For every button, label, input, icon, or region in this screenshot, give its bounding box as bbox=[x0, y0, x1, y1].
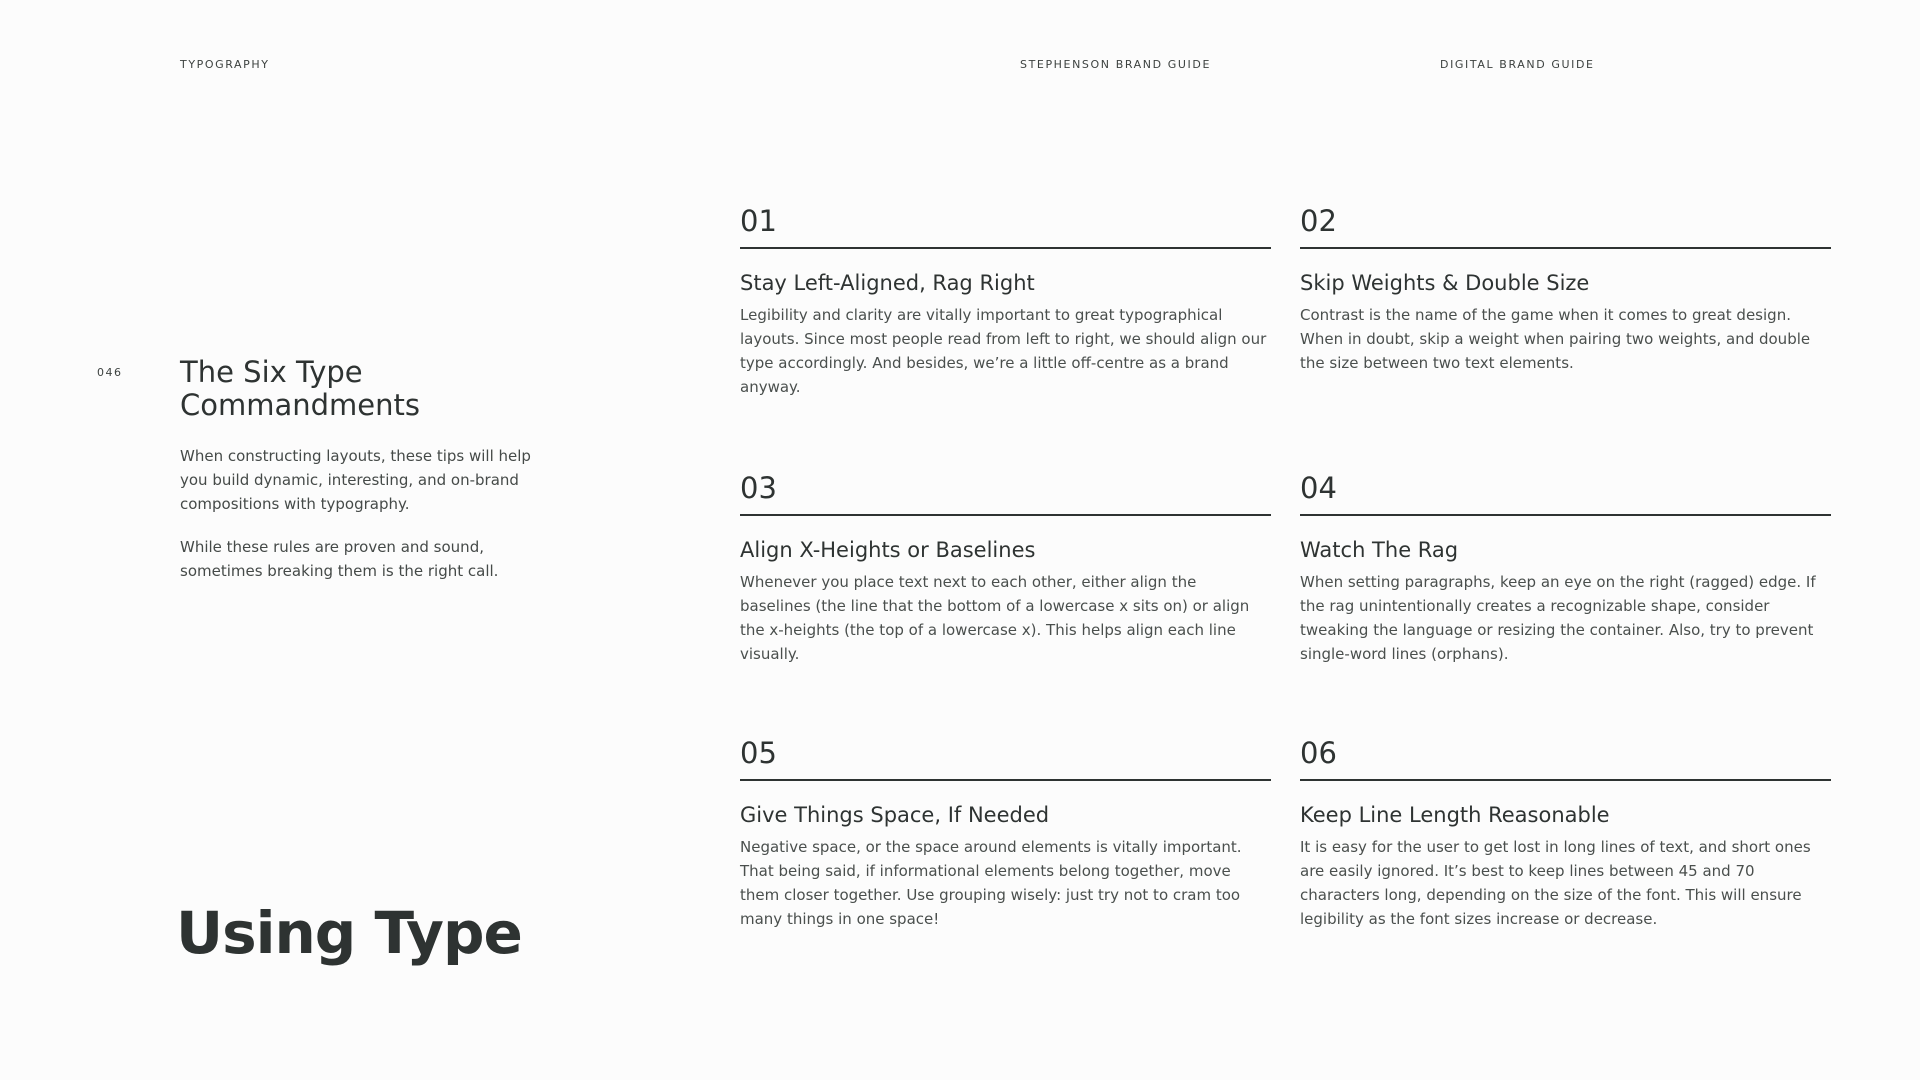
rule-number: 03 bbox=[740, 470, 1271, 516]
rule-description: It is easy for the user to get lost in long lines of text, and short ones are easily ignored. It’s best to keep lines between 45 and 70 characters long, depending on the size of the font. This will ensure legibility as the font sizes increase or decrease. bbox=[1300, 838, 1811, 928]
rule-number: 06 bbox=[1300, 735, 1831, 781]
section-label: TYPOGRAPHY bbox=[180, 58, 270, 71]
rule-block bbox=[1300, 203, 1831, 375]
digital-guide-label: DIGITAL BRAND GUIDE bbox=[1440, 58, 1595, 71]
intro-section bbox=[180, 356, 560, 602]
rule-title: Give Things Space, If Needed bbox=[740, 803, 1050, 827]
rule-description: When setting paragraphs, keep an eye on the right (ragged) edge. If the rag unintentionally creates a recognizable shape, consider tweaking the language or resizing the container. Also, try to prevent single-word lines (orphans). bbox=[1300, 573, 1816, 663]
intro-title-line1: The Six Type bbox=[180, 355, 363, 389]
rule-title: Keep Line Length Reasonable bbox=[1300, 803, 1610, 827]
rule-block bbox=[1300, 470, 1831, 666]
rule-title: Watch The Rag bbox=[1300, 538, 1459, 562]
rule-number: 02 bbox=[1300, 203, 1831, 249]
rule-description: Contrast is the name of the game when it comes to great design. When in doubt, skip a weight when pairing two weights, and double the size between two text elements. bbox=[1300, 306, 1811, 372]
rule-description: Negative space, or the space around elements is vitally important. That being said, if informational elements belong together, move them closer together. Use grouping wisely: just try not to cram too many things in one space! bbox=[740, 838, 1242, 928]
rule-block bbox=[740, 203, 1271, 399]
rule-description: Legibility and clarity are vitally important to great typographical layouts. Since most people read from left to right, we should align our type accordingly. And besides, we’re a little off-centre as a brand anyway. bbox=[740, 306, 1267, 396]
intro-title bbox=[180, 356, 560, 422]
rule-title: Stay Left-Aligned, Rag Right bbox=[740, 271, 1035, 295]
intro-paragraph-1: When constructing layouts, these tips will help you build dynamic, interesting, and on-brand compositions with typography. bbox=[180, 447, 531, 513]
intro-paragraph-2: While these rules are proven and sound, sometimes breaking them is the right call. bbox=[180, 538, 499, 580]
intro-title-line2: Commandments bbox=[180, 388, 421, 422]
rule-number: 04 bbox=[1300, 470, 1831, 516]
rule-block bbox=[740, 735, 1271, 931]
page-number: 046 bbox=[97, 366, 123, 379]
rule-description: Whenever you place text next to each other, either align the baselines (the line that the bottom of a lowercase x sits on) or align the x-heights (the top of a lowercase x). This helps align each line visually. bbox=[740, 573, 1250, 663]
rule-block bbox=[740, 470, 1271, 666]
rule-title: Align X-Heights or Baselines bbox=[740, 538, 1036, 562]
rule-number: 01 bbox=[740, 203, 1271, 249]
page-title: Using Type bbox=[176, 899, 522, 967]
rule-block bbox=[1300, 735, 1831, 931]
brand-guide-label: STEPHENSON BRAND GUIDE bbox=[1020, 58, 1212, 71]
rule-number: 05 bbox=[740, 735, 1271, 781]
rule-title: Skip Weights & Double Size bbox=[1300, 271, 1590, 295]
